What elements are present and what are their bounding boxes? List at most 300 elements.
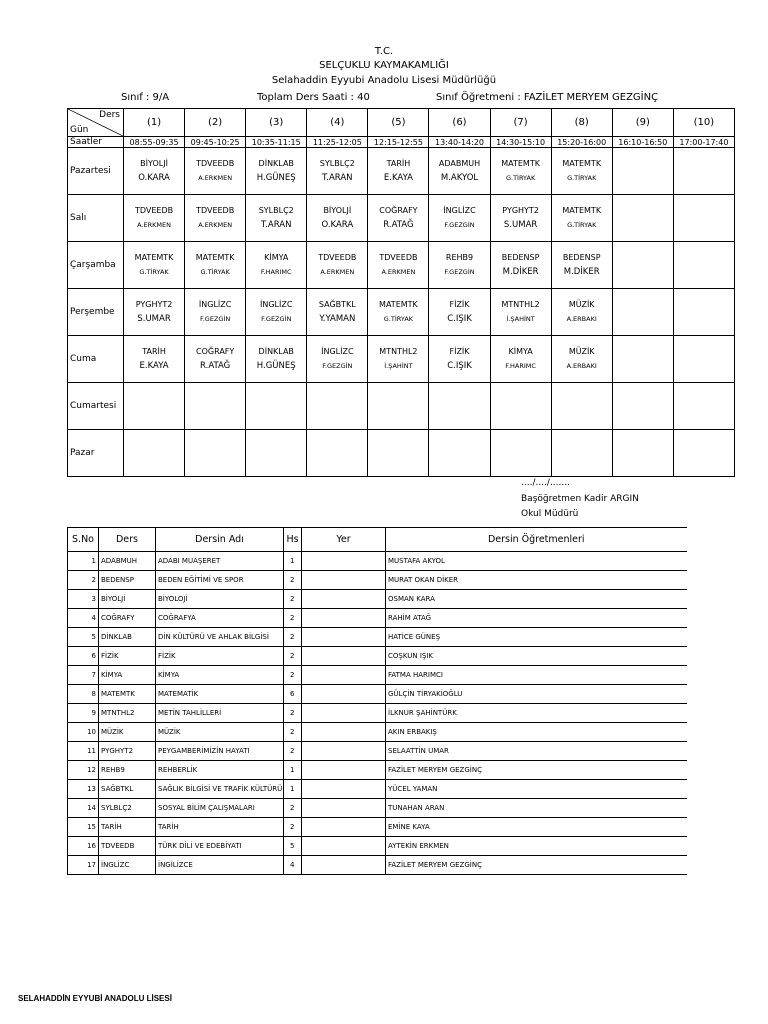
lesson-cell	[673, 336, 734, 383]
day-row	[68, 383, 735, 430]
course-teacher: HATİCE GÜNEŞ	[386, 628, 687, 647]
course-code: MTNTHL2	[99, 704, 156, 723]
lesson-cell	[429, 336, 490, 383]
period-time: 14:30-15:10	[490, 137, 551, 148]
lesson-cell	[307, 383, 368, 430]
day-name: Perşembe	[68, 289, 124, 336]
table-row	[68, 818, 687, 837]
table-row	[68, 799, 687, 818]
course-code: TARİH	[99, 818, 156, 837]
lesson-cell	[307, 289, 368, 336]
lesson-cell	[429, 195, 490, 242]
teacher-short: F.GEZGİN	[322, 362, 353, 370]
lesson-cell	[551, 430, 612, 477]
total-hours-label: Toplam Ders Saati : 40	[257, 92, 370, 103]
lesson-code: SYLBLÇ2	[319, 159, 355, 168]
day-row	[68, 289, 735, 336]
lesson-code: DİNKLAB	[258, 347, 294, 356]
course-name: SOSYAL BİLİM ÇALIŞMALARI	[156, 799, 284, 818]
lesson-cell	[673, 148, 734, 195]
lesson-cell	[246, 242, 307, 289]
period-header-row	[68, 109, 735, 137]
period-number: (10)	[673, 109, 734, 137]
table-row	[68, 704, 687, 723]
lesson-cell	[124, 242, 185, 289]
course-place	[302, 704, 386, 723]
lesson-cell	[612, 430, 673, 477]
lesson-cell	[551, 242, 612, 289]
teacher-short: F.GEZGİN	[444, 221, 475, 229]
lesson-code: MÜZİK	[568, 347, 595, 356]
course-number: 7	[68, 666, 99, 685]
course-place	[302, 647, 386, 666]
course-number: 15	[68, 818, 99, 837]
course-hours: 2	[284, 723, 302, 742]
lesson-code: MATEMTK	[379, 300, 418, 309]
day-name: Çarşamba	[68, 242, 124, 289]
course-name: PEYGAMBERİMİZİN HAYATI	[156, 742, 284, 761]
lesson-code: FİZİK	[449, 300, 470, 309]
period-number: (6)	[429, 109, 490, 137]
lesson-cell	[429, 242, 490, 289]
course-name: COĞRAFYA	[156, 609, 284, 628]
course-name: DİN KÜLTÜRÜ VE AHLAK BİLGİSİ	[156, 628, 284, 647]
table-row	[68, 666, 687, 685]
course-name: TARİH	[156, 818, 284, 837]
course-teacher: RAHİM ATAĞ	[386, 609, 687, 628]
teacher-short: O.KARA	[138, 173, 170, 183]
course-name: BİYOLOJİ	[156, 590, 284, 609]
lesson-code: FİZİK	[449, 347, 470, 356]
lesson-cell	[490, 148, 551, 195]
lesson-cell	[429, 289, 490, 336]
lesson-cell	[429, 383, 490, 430]
table-row	[68, 628, 687, 647]
lesson-code: İNGLİZC	[443, 206, 476, 215]
course-code: DİNKLAB	[99, 628, 156, 647]
course-hours: 1	[284, 552, 302, 571]
table-row	[68, 723, 687, 742]
course-number: 6	[68, 647, 99, 666]
lesson-cell	[429, 148, 490, 195]
course-place	[302, 628, 386, 647]
lesson-cell	[368, 148, 429, 195]
lesson-cell	[612, 242, 673, 289]
table-row	[68, 780, 687, 799]
day-name: Pazar	[68, 430, 124, 477]
period-time: 10:35-11:15	[246, 137, 307, 148]
course-place	[302, 609, 386, 628]
lesson-cell	[490, 195, 551, 242]
lesson-code: BEDENSP	[562, 253, 601, 262]
teacher-short: G.TİRYAK	[505, 174, 536, 182]
day-row	[68, 242, 735, 289]
period-time: 12:15-12:55	[368, 137, 429, 148]
lesson-code: İNGLİZC	[260, 300, 293, 309]
lesson-code: MATEMTK	[501, 159, 540, 168]
teacher-short: F.HARIMC	[505, 362, 536, 370]
class-teacher-label: Sınıf Öğretmeni : FAZİLET MERYEM GEZGİNÇ	[436, 92, 659, 103]
course-code: KİMYA	[99, 666, 156, 685]
course-teacher: YÜCEL YAMAN	[386, 780, 687, 799]
course-hours: 5	[284, 837, 302, 856]
course-teacher: FAZİLET MERYEM GEZGİNÇ	[386, 856, 687, 875]
lesson-code: İNGLİZC	[321, 347, 354, 356]
teacher-short: İ.ŞAHİNT	[384, 362, 413, 370]
teacher-short: A.ERBAKI	[566, 362, 597, 370]
lesson-code: MATEMTK	[134, 253, 174, 262]
teacher-short: A.ERKMEN	[381, 268, 416, 276]
period-time: 17:00-17:40	[673, 137, 734, 148]
teacher-short: R.ATAĞ	[200, 361, 231, 371]
course-column-header: Dersin Adı	[156, 528, 284, 552]
table-row	[68, 856, 687, 875]
course-place	[302, 742, 386, 761]
course-number: 9	[68, 704, 99, 723]
period-number: (8)	[551, 109, 612, 137]
lesson-cell	[307, 195, 368, 242]
lesson-code: TARİH	[386, 159, 411, 168]
course-teacher: MURAT OKAN DİKER	[386, 571, 687, 590]
table-row	[68, 761, 687, 780]
teacher-short: S.UMAR	[503, 220, 538, 230]
table-row	[68, 609, 687, 628]
lesson-cell	[551, 289, 612, 336]
teacher-short: G.TİRYAK	[200, 268, 230, 276]
lesson-code: TDVEEDB	[318, 253, 357, 262]
course-code: FİZİK	[99, 647, 156, 666]
course-code: COĞRAFY	[99, 609, 156, 628]
lesson-code: KİMYA	[264, 253, 289, 262]
lesson-cell	[124, 430, 185, 477]
lesson-cell	[246, 289, 307, 336]
course-code: BİYOLJİ	[99, 590, 156, 609]
course-hours: 2	[284, 590, 302, 609]
lesson-cell	[673, 430, 734, 477]
course-name: REHBERLİK	[156, 761, 284, 780]
teacher-short: M.DİKER	[502, 267, 539, 277]
lesson-code: BİYOLJİ	[323, 206, 352, 215]
header-school: Selahaddin Eyyubi Anadolu Lisesi Müdürlüğü	[271, 75, 497, 86]
lesson-code: MATEMTK	[195, 253, 235, 262]
course-teacher: İLKNUR ŞAHİNTÜRK	[386, 704, 687, 723]
course-hours: 2	[284, 799, 302, 818]
course-hours: 2	[284, 571, 302, 590]
hours-label: Saatler	[68, 137, 124, 148]
course-hours: 2	[284, 666, 302, 685]
lesson-code: MATEMTK	[562, 206, 602, 215]
lesson-code: ADABMUH	[438, 159, 481, 168]
period-time: 13:40-14:20	[429, 137, 490, 148]
course-code: TDVEEDB	[99, 837, 156, 856]
teacher-short: G.TİRYAK	[383, 315, 414, 323]
lesson-cell	[185, 430, 246, 477]
lesson-cell	[551, 336, 612, 383]
course-name: MATEMATİK	[156, 685, 284, 704]
course-code: BEDENSP	[99, 571, 156, 590]
teacher-short: M.DİKER	[563, 267, 600, 277]
header-tc: T.C.	[374, 46, 394, 57]
teacher-short: E.KAYA	[139, 361, 169, 371]
course-number: 16	[68, 837, 99, 856]
course-hours: 2	[284, 628, 302, 647]
corner-cell	[68, 109, 124, 137]
signature-date: ..../..../.......	[521, 478, 570, 488]
period-time: 08:55-09:35	[124, 137, 185, 148]
course-teacher: FAZİLET MERYEM GEZGİNÇ	[386, 761, 687, 780]
lesson-cell	[490, 242, 551, 289]
lesson-cell	[246, 195, 307, 242]
lesson-cell	[246, 148, 307, 195]
period-number: (9)	[612, 109, 673, 137]
class-label: Sınıf : 9/A	[121, 92, 170, 103]
course-place	[302, 666, 386, 685]
course-hours: 4	[284, 856, 302, 875]
course-number: 3	[68, 590, 99, 609]
lesson-cell	[429, 430, 490, 477]
course-teacher: FATMA HARIMCI	[386, 666, 687, 685]
lesson-code: BİYOLJİ	[140, 159, 168, 168]
period-number: (7)	[490, 109, 551, 137]
lesson-cell	[673, 242, 734, 289]
lesson-code: MÜZİK	[568, 300, 595, 309]
course-teacher: TUNAHAN ARAN	[386, 799, 687, 818]
period-number: (4)	[307, 109, 368, 137]
lesson-cell	[612, 289, 673, 336]
course-teacher: SELAATTİN UMAR	[386, 742, 687, 761]
lesson-cell	[673, 383, 734, 430]
lesson-code: MTNTHL2	[501, 300, 540, 309]
corner-ders-label: Ders	[99, 110, 120, 120]
course-column-header: Ders	[99, 528, 156, 552]
teacher-short: H.GÜNEŞ	[256, 173, 296, 183]
signature-title: Okul Müdürü	[521, 509, 579, 519]
teacher-short: İ.ŞAHİNT	[506, 315, 535, 323]
course-name: İNGİLİZCE	[156, 856, 284, 875]
teacher-short: F.GEZGİN	[444, 268, 475, 276]
teacher-short: F.GEZGİN	[261, 315, 292, 323]
teacher-short: A.ERBAKI	[566, 315, 597, 323]
course-place	[302, 590, 386, 609]
lesson-cell	[673, 195, 734, 242]
teacher-short: G.TİRYAK	[139, 268, 169, 276]
course-name: METİN TAHLİLLERİ	[156, 704, 284, 723]
teacher-short: S.UMAR	[137, 314, 171, 324]
course-place	[302, 837, 386, 856]
lesson-cell	[368, 289, 429, 336]
course-name: MÜZİK	[156, 723, 284, 742]
day-name: Pazartesi	[68, 148, 124, 195]
course-number: 10	[68, 723, 99, 742]
day-name: Cuma	[68, 336, 124, 383]
lesson-cell	[185, 336, 246, 383]
course-name: FİZİK	[156, 647, 284, 666]
teacher-short: T.ARAN	[261, 220, 292, 230]
lesson-cell	[124, 195, 185, 242]
course-teacher: AYTEKİN ERKMEN	[386, 837, 687, 856]
lesson-code: BEDENSP	[501, 253, 540, 262]
lesson-code: PYGHYT2	[135, 300, 173, 309]
table-row	[68, 647, 687, 666]
course-name: TÜRK DİLİ VE EDEBİYATI	[156, 837, 284, 856]
course-name: SAĞLIK BİLGİSİ VE TRAFİK KÜLTÜRÜ	[156, 780, 284, 799]
course-column-header: Yer	[302, 528, 386, 552]
course-teacher: MUSTAFA AKYOL	[386, 552, 687, 571]
period-time: 09:45-10:25	[185, 137, 246, 148]
lesson-cell	[124, 289, 185, 336]
course-code: İNGLİZC	[99, 856, 156, 875]
lesson-cell	[246, 336, 307, 383]
course-name: BEDEN EĞİTİMİ VE SPOR	[156, 571, 284, 590]
course-code: MATEMTK	[99, 685, 156, 704]
lesson-code: İNGLİZC	[198, 300, 232, 309]
lesson-cell	[185, 383, 246, 430]
teacher-short: F.GEZGİN	[200, 315, 231, 323]
lesson-cell	[490, 289, 551, 336]
lesson-cell	[612, 195, 673, 242]
lesson-cell	[124, 148, 185, 195]
time-header-row	[68, 137, 735, 148]
course-place	[302, 761, 386, 780]
lesson-code: TDVEEDB	[196, 206, 235, 215]
lesson-code: PYGHYT2	[502, 206, 539, 215]
course-number: 11	[68, 742, 99, 761]
lesson-cell	[551, 383, 612, 430]
course-code: SYLBLÇ2	[99, 799, 156, 818]
lesson-cell	[185, 148, 246, 195]
lesson-cell	[307, 242, 368, 289]
course-place	[302, 856, 386, 875]
course-teacher: COŞKUN IŞIK	[386, 647, 687, 666]
table-row	[68, 837, 687, 856]
lesson-cell	[551, 148, 612, 195]
course-place	[302, 723, 386, 742]
lesson-code: SAĞBTKL	[318, 300, 356, 309]
day-row	[68, 430, 735, 477]
course-teacher: GÜLÇİN TİRYAKİOĞLU	[386, 685, 687, 704]
lesson-cell	[490, 383, 551, 430]
course-header-row	[68, 528, 687, 552]
course-name: KİMYA	[156, 666, 284, 685]
course-number: 8	[68, 685, 99, 704]
course-number: 14	[68, 799, 99, 818]
course-place	[302, 571, 386, 590]
header-kaymakamlik: SELÇUKLU KAYMAKAMLIĞI	[319, 60, 449, 71]
lesson-cell	[307, 148, 368, 195]
course-hours: 1	[284, 761, 302, 780]
lesson-cell	[246, 430, 307, 477]
teacher-short: O.KARA	[321, 220, 354, 230]
signature-name: Başöğretmen Kadir ARGIN	[521, 494, 639, 504]
course-place	[302, 799, 386, 818]
course-teacher: AKIN ERBAKIŞ	[386, 723, 687, 742]
teacher-short: G.TİRYAK	[567, 221, 597, 229]
lesson-cell	[368, 195, 429, 242]
teacher-short: R.ATAĞ	[383, 220, 414, 230]
lesson-code: COĞRAFY	[196, 347, 235, 356]
course-name: ADABI MUAŞERET	[156, 552, 284, 571]
lesson-code: DİNKLAB	[258, 159, 294, 168]
lesson-cell	[368, 242, 429, 289]
course-code: MÜZİK	[99, 723, 156, 742]
period-time: 11:25-12:05	[307, 137, 368, 148]
teacher-short: F.HARIMC	[260, 268, 292, 276]
lesson-code: KİMYA	[508, 347, 533, 356]
course-hours: 2	[284, 609, 302, 628]
teacher-short: G.TİRYAK	[567, 174, 597, 182]
teacher-short: A.ERKMEN	[137, 221, 171, 229]
course-code: ADABMUH	[99, 552, 156, 571]
course-code: PYGHYT2	[99, 742, 156, 761]
course-hours: 6	[284, 685, 302, 704]
period-number: (3)	[246, 109, 307, 137]
lesson-cell	[124, 336, 185, 383]
course-place	[302, 685, 386, 704]
teacher-short: A.ERKMEN	[320, 268, 355, 276]
lesson-cell	[368, 336, 429, 383]
day-row	[68, 148, 735, 195]
footer-school-name: SELAHADDİN EYYUBİ ANADOLU LİSESİ	[18, 994, 172, 1003]
teacher-short: A.ERKMEN	[198, 221, 233, 229]
lesson-cell	[185, 195, 246, 242]
course-number: 13	[68, 780, 99, 799]
lesson-cell	[612, 336, 673, 383]
course-column-header: Hs	[284, 528, 302, 552]
course-teacher: OSMAN KARA	[386, 590, 687, 609]
day-row	[68, 336, 735, 383]
course-hours: 1	[284, 780, 302, 799]
teacher-short: C.IŞIK	[447, 361, 472, 371]
course-number: 4	[68, 609, 99, 628]
lesson-cell	[246, 383, 307, 430]
weekly-schedule-table	[67, 108, 735, 477]
lesson-cell	[368, 383, 429, 430]
course-hours: 2	[284, 818, 302, 837]
course-hours: 2	[284, 647, 302, 666]
lesson-cell	[185, 289, 246, 336]
teacher-short: Y.YAMAN	[319, 314, 356, 324]
period-number: (2)	[185, 109, 246, 137]
course-place	[302, 552, 386, 571]
lesson-cell	[307, 336, 368, 383]
course-number: 12	[68, 761, 99, 780]
course-teacher: EMİNE KAYA	[386, 818, 687, 837]
table-row	[68, 742, 687, 761]
lesson-cell	[490, 430, 551, 477]
period-number: (5)	[368, 109, 429, 137]
lesson-code: SYLBLÇ2	[258, 206, 294, 215]
lesson-code: MATEMTK	[562, 159, 602, 168]
day-row	[68, 195, 735, 242]
teacher-short: M.AKYOL	[440, 173, 479, 183]
lesson-cell	[368, 430, 429, 477]
lesson-code: TDVEEDB	[379, 253, 418, 262]
day-name: Cumartesi	[68, 383, 124, 430]
lesson-cell	[612, 148, 673, 195]
course-code: REHB9	[99, 761, 156, 780]
teacher-short: H.GÜNEŞ	[256, 361, 296, 371]
table-row	[68, 552, 687, 571]
lesson-code: TDVEEDB	[134, 206, 174, 215]
lesson-cell	[124, 383, 185, 430]
lesson-cell	[551, 195, 612, 242]
teacher-short: A.ERKMEN	[198, 174, 233, 182]
course-column-header: Dersin Öğretmenleri	[386, 528, 687, 552]
course-number: 1	[68, 552, 99, 571]
lesson-cell	[673, 289, 734, 336]
lesson-code: TARİH	[142, 347, 166, 356]
period-time: 15:20-16:00	[551, 137, 612, 148]
